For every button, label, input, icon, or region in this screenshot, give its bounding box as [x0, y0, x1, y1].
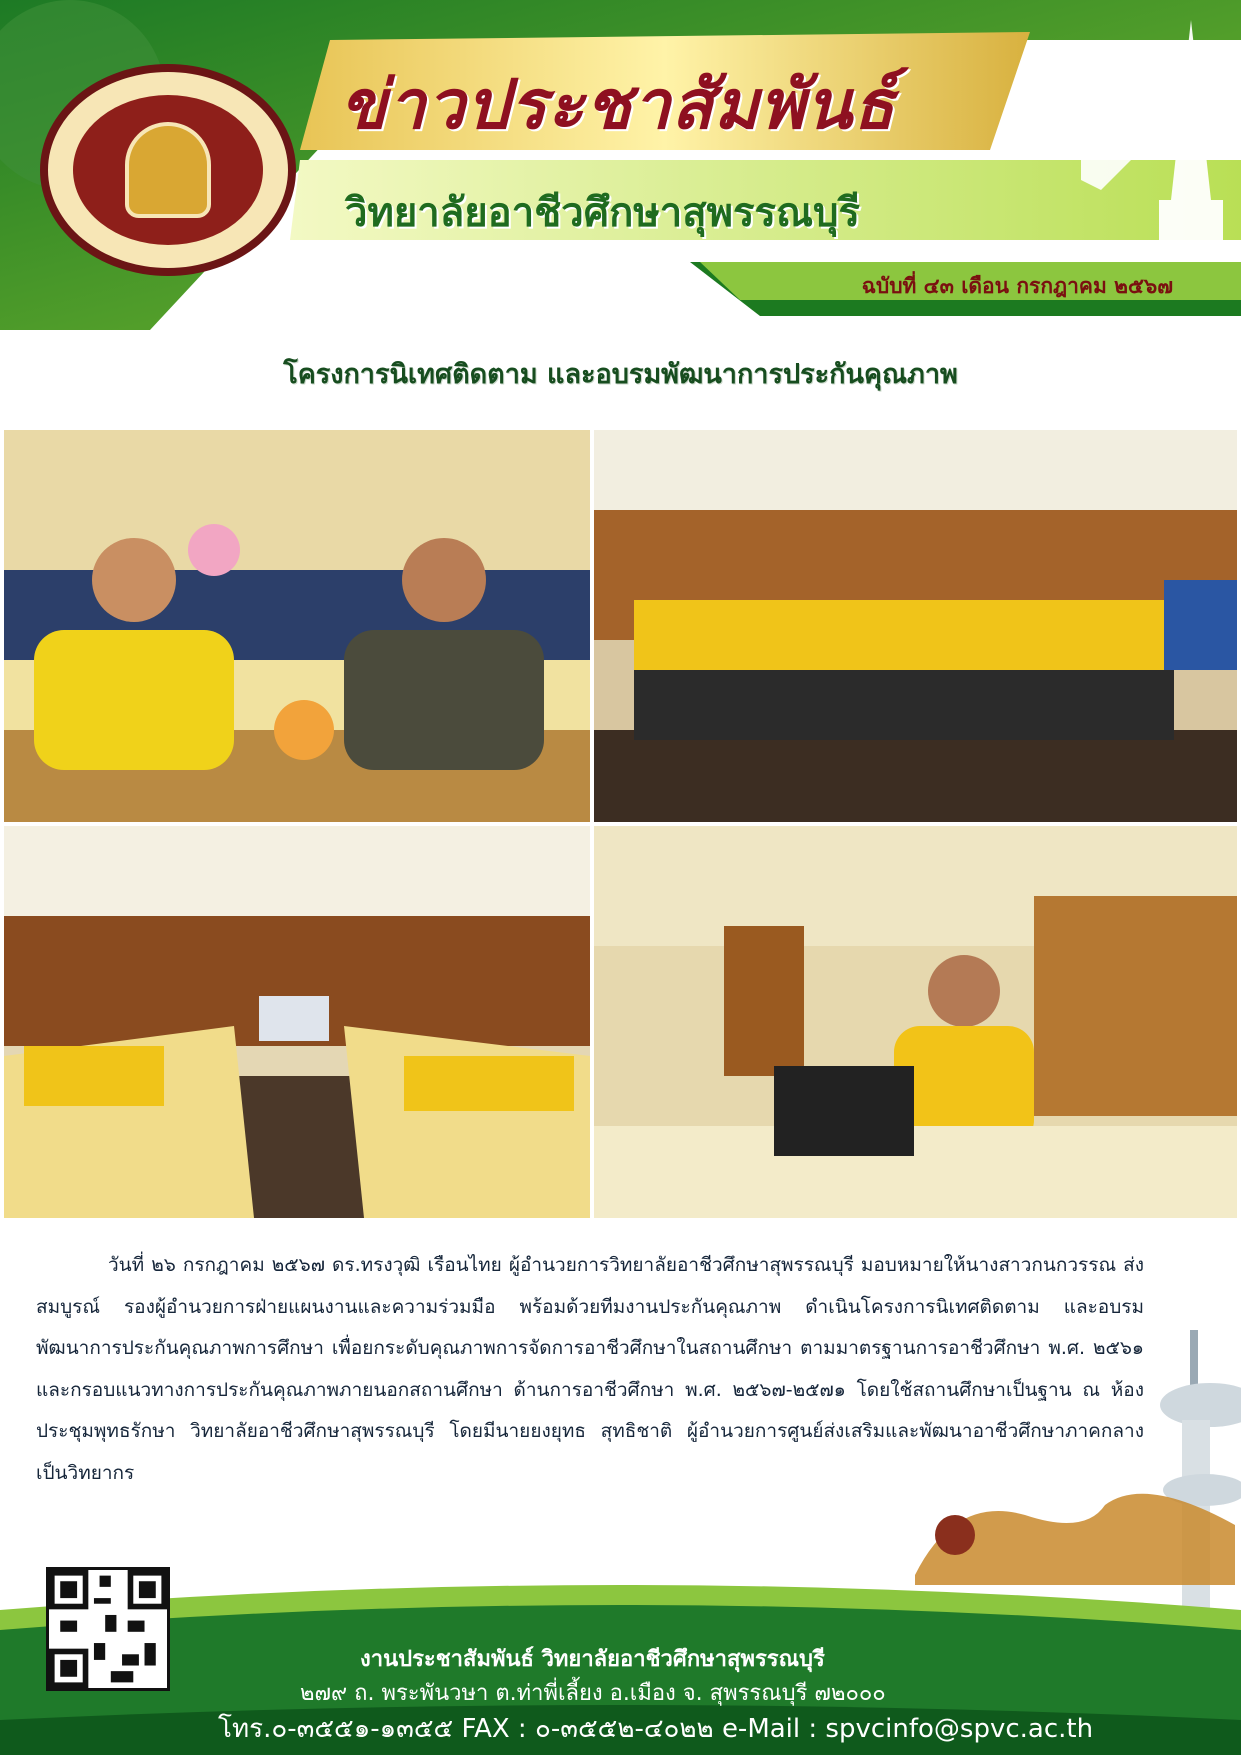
qr-code-icon [49, 1570, 167, 1688]
headline: ข่าวประชาสัมพันธ์ [340, 66, 896, 145]
dragon-statue-icon [895, 1475, 1241, 1605]
photo-classroom [4, 826, 590, 1218]
issue-line: ฉบับที่ ๔๓ เดือน กรกฎาคม ๒๕๖๗ [861, 274, 1173, 298]
article-body: วันที่ ๒๖ กรกฎาคม ๒๕๖๗ ดร.ทรงวุฒิ เรือนไทย ผู้อำนวยการวิทยาลัยอาชีวศึกษาสุพรรณบุรี มอบหมายให้นางสาวกนกวรรณ ส่งสมบูรณ์ รองผู้อำนวยการฝ่ายแผนงานและความร่วมมือ พร้อมด้วยทีมงานประกันคุณภาพ ดำเนินโครงการนิเทศติดตาม และอบรมพัฒนาการประกันคุณภาพการศึกษา เพื่อยกระดับคุณภาพการจัดการอาชีวศึกษาในสถานศึกษา ตามมาตรฐานการอาชีวศึกษา พ.ศ. ๒๕๖๑ และกรอบแนวทางการประกันคุณภาพภายนอกสถานศึกษา ด้านการอาชีวศึกษา พ.ศ. ๒๕๖๗-๒๕๗๑ โดยใช้สถานศึกษาเป็นฐาน ณ ห้องประชุมพุทธรักษา วิทยาลัยอาชีวศึกษาสุพรรณบุรี โดยมีนายยงยุทธ สุทธิชาติ ผู้อำนวยการศูนย์ส่งเสริมและพัฒนาอาชีวศึกษาภาคกลาง เป็นวิทยากร [36, 1254, 1144, 1484]
logo-emblem [73, 95, 263, 245]
article-title: โครงการนิเทศติดตาม และอบรมพัฒนาการประกันคุณภาพ [283, 359, 958, 390]
logo-crest-icon [125, 122, 211, 218]
college-logo [40, 64, 296, 276]
footer-title: งานประชาสัมพันธ์ วิทยาลัยอาชีวศึกษาสุพรรณบุรี [360, 1647, 825, 1672]
photo-presenter [594, 826, 1237, 1218]
footer-contact: โทร.๐-๓๕๕๑-๑๓๕๕ FAX : ๐-๓๕๕๒-๔๐๒๒ e-Mail : spvcinfo@spvc.ac.th [218, 1714, 1094, 1744]
temple-silhouette-icon [1041, 0, 1241, 270]
photo-speakers [4, 430, 590, 822]
college-name: วิทยาลัยอาชีวศึกษาสุพรรณบุรี [345, 190, 860, 236]
qr-code[interactable] [46, 1567, 170, 1691]
footer-address: ๒๗๙ ถ. พระพันวษา ต.ท่าพี่เลี้ยง อ.เมือง จ. สุพรรณบุรี ๗๒๐๐๐ [300, 1681, 886, 1706]
photo-group [594, 430, 1237, 822]
